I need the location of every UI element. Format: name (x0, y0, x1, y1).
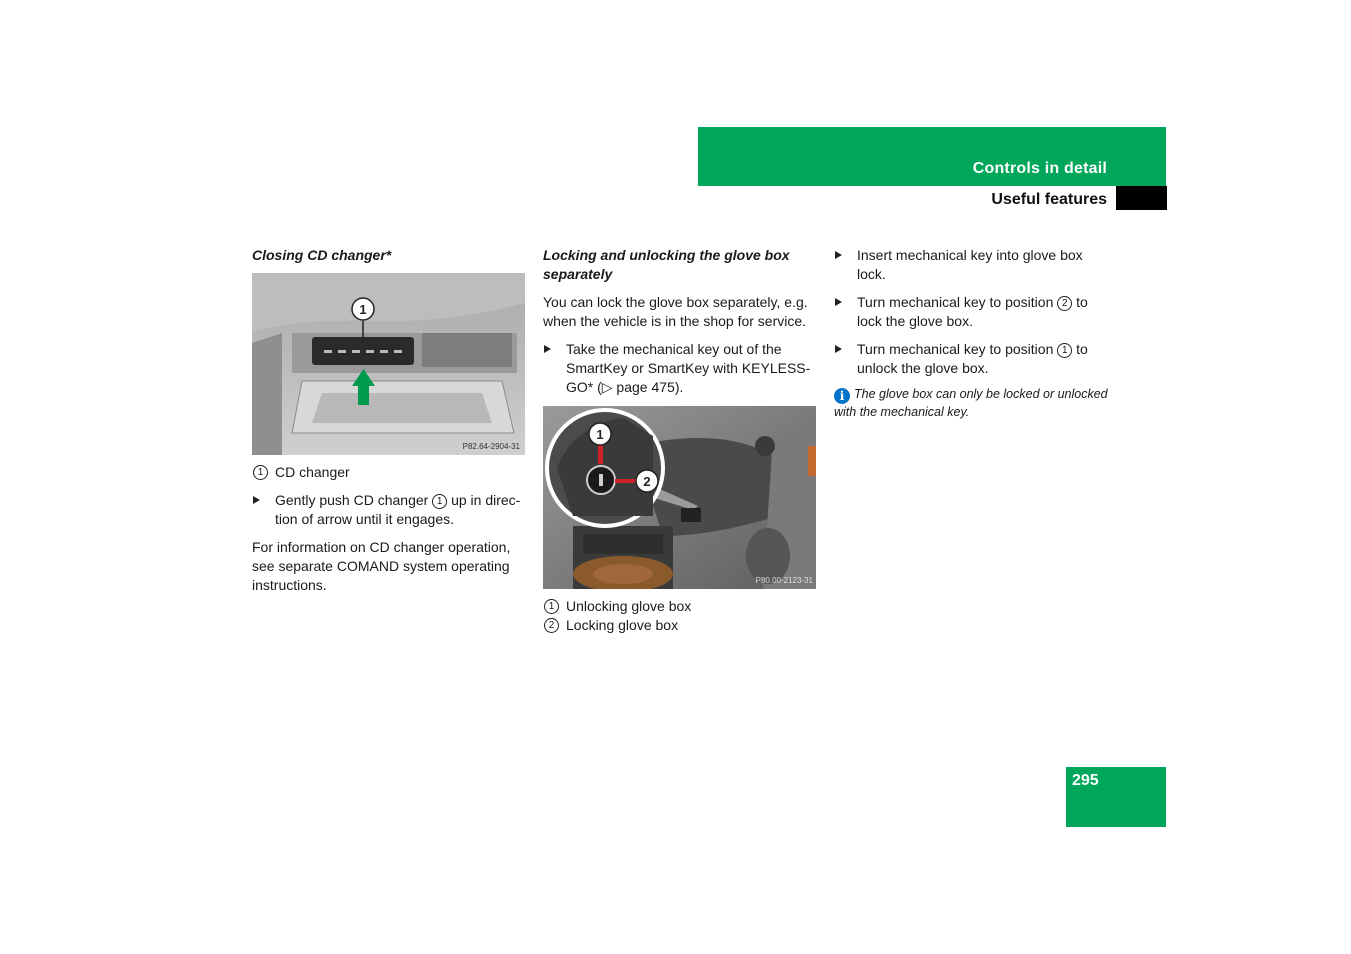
caption-locking: 2 Locking glove box (543, 616, 821, 635)
page-number: 295 (1072, 772, 1099, 789)
column-glove-box (543, 246, 821, 636)
figure-callout-2: 2 (643, 473, 651, 489)
column-key-steps (834, 246, 1114, 434)
caption-unlocking: 1 Unlocking glove box (543, 597, 821, 616)
caption-cd-changer: 1 CD changer (252, 463, 527, 482)
step-lock: Turn mechanical key to position 2 to lock the glove box. (834, 293, 1114, 332)
step-take-key: Take the mechanical key out of the SmartKey or SmartKey with KEYLESS-GO* (▷ page 475). (543, 340, 821, 398)
figure-callout-1: 1 (359, 302, 367, 318)
column-cd-changer (252, 246, 527, 604)
info-icon: i (834, 388, 850, 404)
step-unlock: Turn mechanical key to position 1 to unlock the glove box. (834, 340, 1114, 379)
header-black-tab (1116, 186, 1167, 210)
bullet-triangle-icon (835, 345, 842, 353)
image-code: P82.64-2904-31 (462, 442, 520, 452)
glove-box-figure (543, 406, 816, 589)
section-title: Controls in detail (972, 160, 1107, 177)
callout-line-lock (615, 479, 637, 483)
glove-box-heading: Locking and unlocking the glove box separately (543, 247, 790, 283)
info-note: i The glove box can only be locked or unlocked with the mechanical key. (834, 387, 1108, 420)
bullet-triangle-icon (253, 496, 260, 504)
bullet-triangle-icon (544, 345, 551, 353)
figure-callout-1: 1 (596, 426, 604, 442)
bullet-triangle-icon (835, 298, 842, 306)
cd-changer-heading: Closing CD changer* (252, 247, 392, 263)
step-push-cd-changer: Gently push CD changer 1 up in direc-tion of arrow until it engages. (252, 491, 527, 530)
glove-box-intro: You can lock the glove box separately, e.g. when the vehicle is in the shop for service. (543, 293, 808, 330)
cd-changer-info: For information on CD changer operation, see separate COMAND system operating instructions. (252, 538, 511, 594)
subsection-title: Useful features (991, 191, 1107, 208)
image-code: P80.00-2123-31 (755, 575, 813, 585)
step-insert-key: Insert mechanical key into glove box lock. (834, 246, 1114, 285)
bullet-triangle-icon (835, 251, 842, 259)
cd-changer-figure (252, 273, 525, 455)
